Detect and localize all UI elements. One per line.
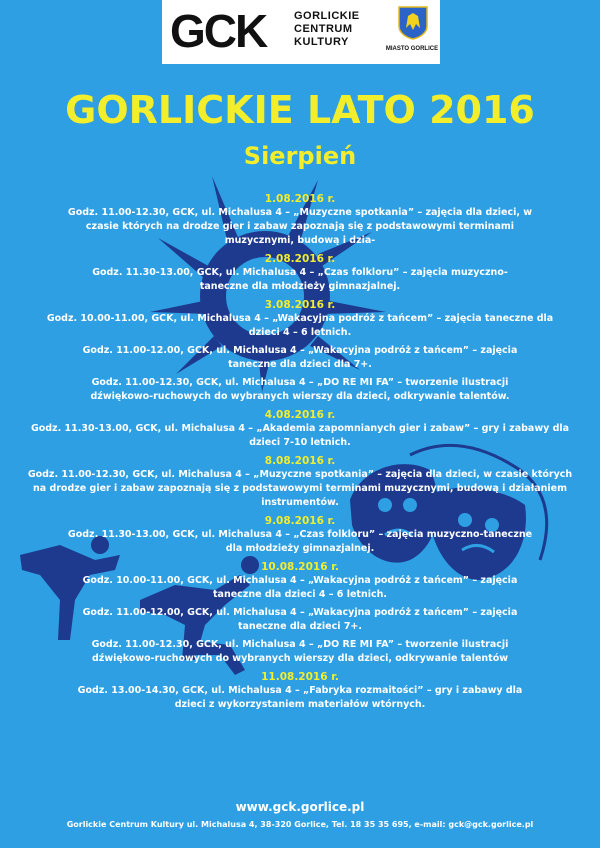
day-block	[0, 408, 600, 450]
org-name	[294, 10, 394, 49]
event-item: Godz. 11.30-13.00, GCK, ul. Michalusa 4 – „Czas folkloru” – zajęcia muzyczno-taneczne dla młodzieży gimnazjalnej.	[67, 529, 533, 554]
day-date: 10.08.2016 r.	[261, 561, 339, 573]
event-item: Godz. 11.00-12.00, GCK, ul. Michalusa 4 – „Wakacyjna podróż z tańcem” – zajęcia taneczne dla dzieci dla 7+.	[82, 345, 518, 370]
day-block	[0, 670, 600, 712]
event-item: Godz. 10.00-11.00, GCK, ul. Michalusa 4 – „Wakacyjna podróż z tańcem” – zajęcia taneczne dla dzieci 4 – 6 letnich.	[46, 313, 554, 338]
event-item: Godz. 10.00-11.00, GCK, ul. Michalusa 4 – „Wakacyjna podróż z tańcem” – zajęcia taneczne dla dzieci 4 – 6 letnich.	[82, 575, 518, 600]
org-name-line: CENTRUM	[294, 23, 353, 35]
event-item: Godz. 11.00-12.30, GCK, ul. Michalusa 4 – „DO RE MI FA” – tworzenie ilustracji dźwiękowo-ruchowych do wybranych wierszy dla dzieci, odkrywanie talentów.	[90, 377, 510, 402]
day-block	[0, 252, 600, 294]
schedule	[0, 192, 600, 716]
gck-logo: GCK	[170, 5, 267, 57]
contact-address: Gorlickie Centrum Kultury ul. Michalusa 4, 38-320 Gorlice, Tel. 18 35 35 695, e-mail: gck@gck.gorlice.pl	[66, 820, 534, 829]
day-date: 4.08.2016 r.	[264, 409, 336, 421]
event-item: Godz. 11.30-13.00, GCK, ul. Michalusa 4 – „Czas folkloru” – zajęcia muzyczno-taneczne dla młodzieży gimnazjalnej.	[92, 267, 508, 292]
event-item: Godz. 11.00-12.30, GCK, ul. Michalusa 4 – „Muzyczne spotkania” – zajęcia dla dzieci, w czasie których na drodze gier i zabaw zapoznają się z podstawowymi terminami muzycznymi, budową i działaniem instrumentów.	[27, 469, 573, 508]
org-name-line: GORLICKIE	[294, 10, 360, 22]
poster-title: GORLICKIE LATO 2016	[65, 88, 535, 132]
crest-label: MIASTO GORLICE	[385, 46, 439, 52]
city-crest-icon	[398, 6, 428, 40]
day-date: 1.08.2016 r.	[264, 193, 336, 205]
day-date: 8.08.2016 r.	[264, 455, 336, 467]
event-item: Godz. 11.30-13.00, GCK, ul. Michalusa 4 – „Akademia zapomnianych gier i zabaw” – gry i zabawy dla dzieci 7-10 letnich.	[30, 423, 570, 448]
day-date: 3.08.2016 r.	[264, 299, 336, 311]
day-date: 11.08.2016 r.	[261, 671, 339, 683]
day-block	[0, 560, 600, 666]
day-date: 2.08.2016 r.	[264, 253, 336, 265]
poster-subtitle: Sierpień	[243, 142, 357, 170]
day-block	[0, 514, 600, 556]
day-block	[0, 454, 600, 510]
event-item: Godz. 13.00-14.30, GCK, ul. Michalusa 4 – „Fabryka rozmaitości” – gry i zabawy dla dzieci z wykorzystaniem materiałów wtórnych.	[77, 685, 523, 710]
day-block	[0, 298, 600, 404]
org-name-line: KULTURY	[294, 36, 349, 48]
event-item: Godz. 11.00-12.30, GCK, ul. Michalusa 4 – „Muzyczne spotkania” – zajęcia dla dzieci, w czasie których na drodze gier i zabaw zapoznają się z podstawowymi terminami muzycznymi, budową i dzia-	[67, 207, 533, 246]
header-logo-box	[162, 0, 440, 64]
website-link[interactable]: www.gck.gorlice.pl	[235, 800, 365, 814]
event-item: Godz. 11.00-12.30, GCK, ul. Michalusa 4 – „DO RE MI FA” – tworzenie ilustracji dźwiękowo-ruchowych do wybranych wierszy dla dzieci, odkrywanie talentów	[91, 639, 509, 664]
event-item: Godz. 11.00-12.00, GCK, ul. Michalusa 4 – „Wakacyjna podróż z tańcem” – zajęcia taneczne dla dzieci 7+.	[82, 607, 518, 632]
day-date: 9.08.2016 r.	[264, 515, 336, 527]
day-block	[0, 192, 600, 248]
